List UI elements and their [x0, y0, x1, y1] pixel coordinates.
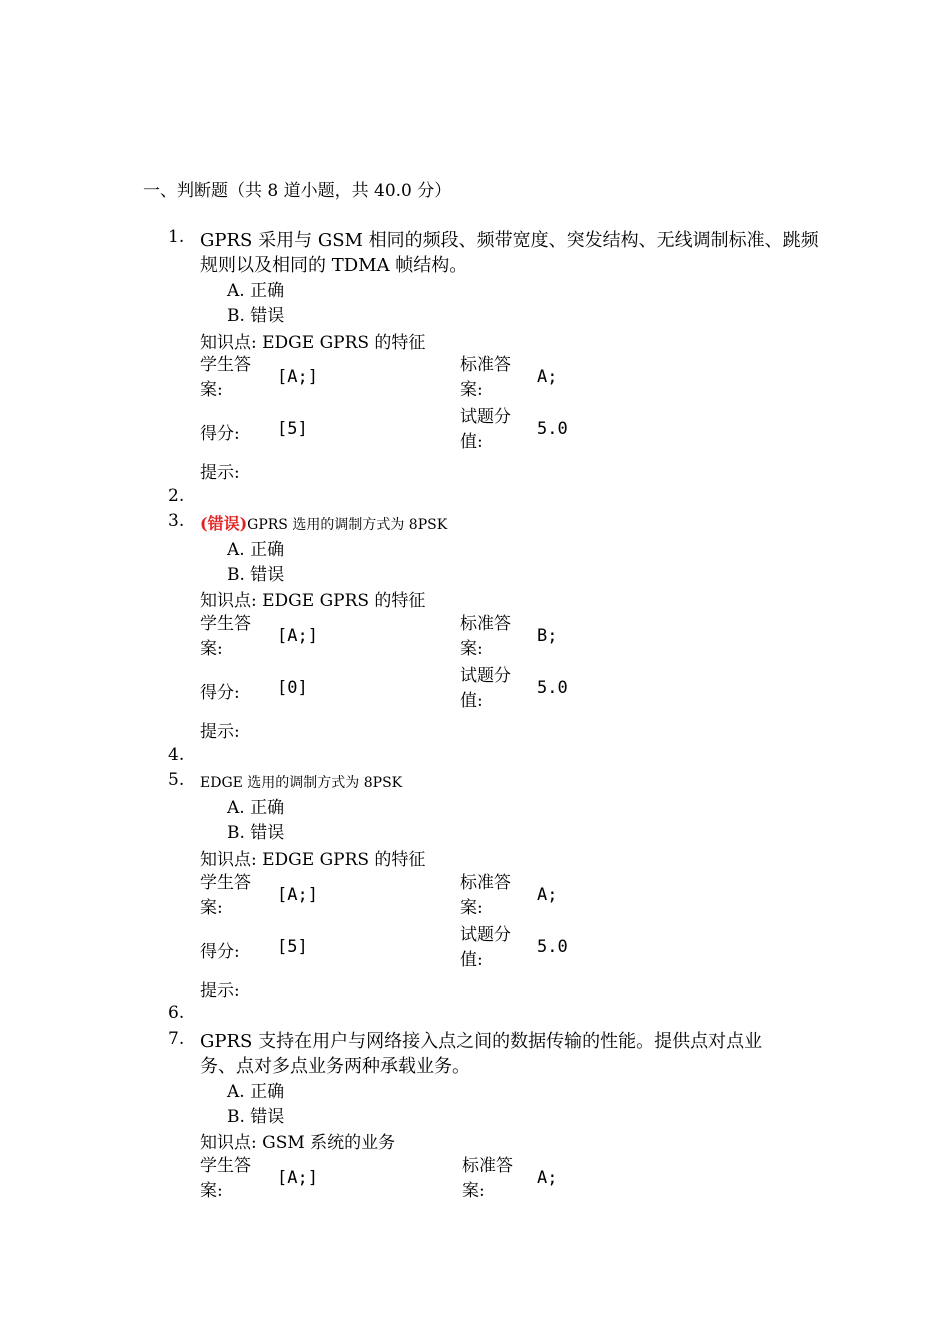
standard-answer-label: 标准答 案:	[462, 1156, 513, 1201]
option-b: B. 错误	[227, 823, 285, 843]
knowledge-point: 知识点: EDGE GPRS 的特征	[200, 333, 426, 353]
question-6-number: 6.	[168, 1003, 185, 1023]
section-title: 一、判断题（共 8 道小题，共 40.0 分）	[143, 181, 452, 201]
question-text: GPRS 支持在用户与网络接入点之间的数据传输的性能。提供点对点业	[200, 1031, 763, 1052]
option-a: A. 正确	[227, 798, 285, 818]
question-value-label: 试题分 值:	[460, 925, 511, 970]
knowledge-point: 知识点: EDGE GPRS 的特征	[200, 591, 426, 611]
knowledge-point: 知识点: GSM 系统的业务	[200, 1133, 396, 1153]
question-text: EDGE 选用的调制方式为 8PSK	[200, 775, 403, 791]
option-a: A. 正确	[227, 1082, 285, 1102]
question-text: (错误)GPRS 选用的调制方式为 8PSK	[200, 514, 448, 533]
student-answer-label: 学生答 案:	[200, 355, 251, 400]
score-label: 得分:	[200, 683, 240, 703]
score-label: 得分:	[200, 424, 240, 444]
question-value-label: 试题分 值:	[460, 666, 511, 711]
standard-answer: A;	[537, 885, 558, 905]
question-text-cont: 规则以及相同的 TDMA 帧结构。	[200, 255, 468, 276]
question-2-number: 2.	[168, 486, 185, 506]
hint-label: 提示:	[200, 463, 240, 483]
question-number: 1.	[168, 227, 185, 247]
question-number: 3.	[168, 511, 185, 531]
score: [5]	[277, 419, 308, 439]
question-value: 5.0	[537, 937, 568, 957]
option-b: B. 错误	[227, 1107, 285, 1127]
standard-answer: B;	[537, 626, 558, 646]
student-answer: [A;]	[277, 885, 318, 905]
question-value: 5.0	[537, 678, 568, 698]
student-answer-label: 学生答 案:	[200, 873, 251, 918]
question-value-label: 试题分 值:	[460, 407, 511, 452]
student-answer: [A;]	[277, 626, 318, 646]
hint-label: 提示:	[200, 722, 240, 742]
standard-answer-label: 标准答 案:	[460, 614, 511, 659]
standard-answer: A;	[537, 1168, 558, 1188]
option-a: A. 正确	[227, 540, 285, 560]
question-text-cont: 务、点对多点业务两种承载业务。	[200, 1056, 470, 1077]
question-number: 5.	[168, 770, 185, 790]
hint-label: 提示:	[200, 981, 240, 1001]
score: [0]	[277, 678, 308, 698]
student-answer: [A;]	[277, 367, 318, 387]
standard-answer-label: 标准答 案:	[460, 355, 511, 400]
option-b: B. 错误	[227, 306, 285, 326]
standard-answer: A;	[537, 367, 558, 387]
wrong-status-badge: (错误)	[200, 514, 248, 533]
question-number: 7.	[168, 1029, 185, 1049]
option-b: B. 错误	[227, 565, 285, 585]
student-answer: [A;]	[277, 1168, 318, 1188]
question-4-number: 4.	[168, 745, 185, 765]
student-answer-label: 学生答 案:	[200, 1156, 251, 1201]
option-a: A. 正确	[227, 281, 285, 301]
standard-answer-label: 标准答 案:	[460, 873, 511, 918]
knowledge-point: 知识点: EDGE GPRS 的特征	[200, 850, 426, 870]
student-answer-label: 学生答 案:	[200, 614, 251, 659]
question-value: 5.0	[537, 419, 568, 439]
question-text: GPRS 采用与 GSM 相同的频段、频带宽度、突发结构、无线调制标准、跳频	[200, 230, 819, 251]
score: [5]	[277, 937, 308, 957]
score-label: 得分:	[200, 942, 240, 962]
